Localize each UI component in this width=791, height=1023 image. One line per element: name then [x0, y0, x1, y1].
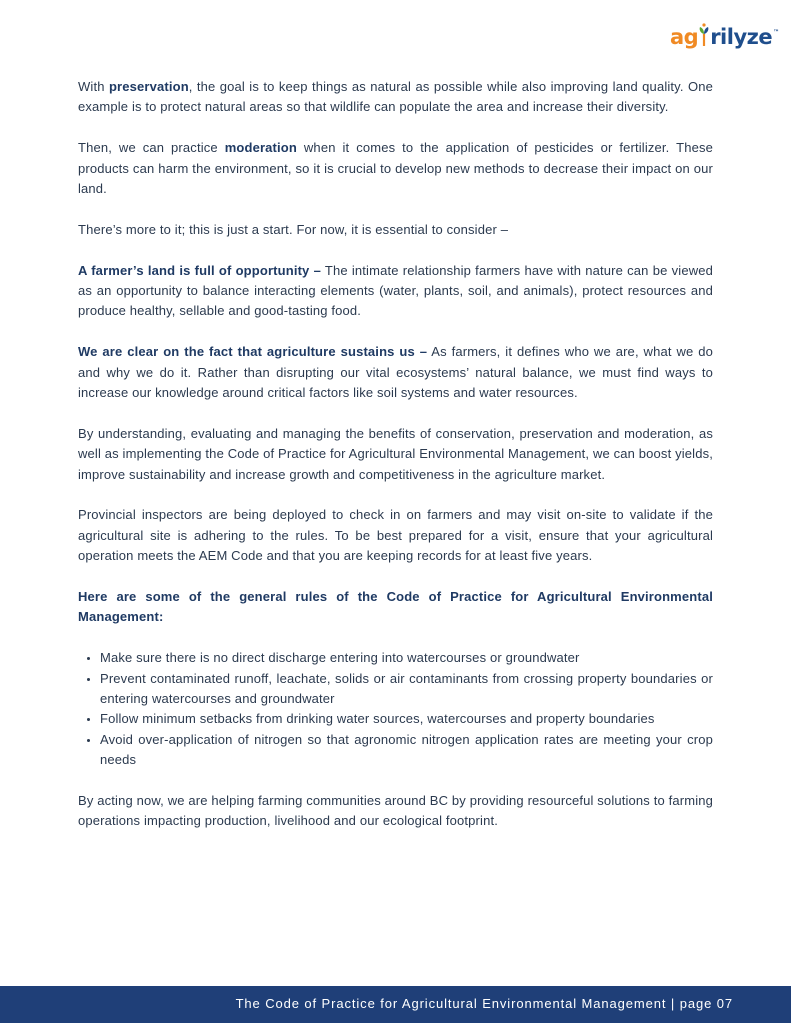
footer-bar [0, 986, 791, 1023]
list-item: • Follow minimum setbacks from drinking water sources, watercourses and property boundaries [100, 709, 713, 729]
term-preservation: preservation [108, 79, 189, 94]
paragraph-consider: There’s more to it; this is just a start. For now, it is essential to consider – [78, 221, 509, 237]
term-moderation: moderation [224, 140, 297, 156]
plant-sprout-icon [699, 22, 709, 48]
lead-opportunity: A farmer’s land is full of opportunity – [78, 262, 321, 278]
lead-sustains: We are clear on the fact that agriculture sustains us – [78, 344, 428, 360]
logo-text-rilyze: rilyze [710, 25, 773, 49]
paragraph-closing: By acting now, we are helping farming communities around BC by providing resourceful solutions to farming operations impacting production, livelihood and our ecological footprint. [78, 793, 714, 829]
list-item: • Make sure there is no direct discharge entering into watercourses or groundwater [100, 648, 713, 668]
rules-list [78, 648, 713, 770]
trademark-symbol: ™ [773, 29, 779, 36]
paragraph-inspectors: Provincial inspectors are being deployed to check in on farmers and may visit on-site to validate if the agricultural site is adhering to the rules. To be best prepared for a visit, ensure that your agricultural operation meets the AEM Code and that you are keeping records for at least five years. [78, 507, 713, 564]
logo-text-ag: ag [670, 25, 699, 49]
rules-heading: Here are some of the general rules of the Code of Practice for Agricultural Environmental Management: [78, 589, 713, 625]
paragraph-sustains: We are clear on the fact that agriculture sustains us – As farmers, it defines who we are, what we do and why we do it. Rather than disrupting our vital ecosystems’ natural balance, we must find ways to increase our knowledge around critical factors like soil systems and water resources. [78, 344, 714, 401]
list-item: • Avoid over-application of nitrogen so that agronomic nitrogen application rates are meeting your crop needs [100, 730, 713, 771]
footer-text: The Code of Practice for Agricultural Environmental Management | page 07 [235, 996, 733, 1011]
paragraph-preservation: With preservation, the goal is to keep things as natural as possible while also improving land quality. One example is to protect natural areas so that wildlife can populate the area and increase their diversity. [78, 79, 713, 115]
agrilyze-logo [670, 22, 779, 48]
paragraph-benefits: By understanding, evaluating and managing the benefits of conservation, preservation and moderation, as well as implementing the Code of Practice for Agricultural Environmental Management, we can boost yields, improve sustainability and increase growth and competitiveness in the agriculture market. [78, 425, 714, 482]
list-item: • Prevent contaminated runoff, leachate, solids or air contaminants from crossing property boundaries or entering watercourses and groundwater [100, 669, 713, 710]
page-body [78, 77, 713, 852]
paragraph-moderation: Then, we can practice moderation when it comes to the application of pesticides or fertilizer. These products can harm the environment, so it is crucial to develop new methods to decrease their impact on our land. [78, 140, 713, 197]
paragraph-opportunity: A farmer’s land is full of opportunity – The intimate relationship farmers have with nature can be viewed as an opportunity to balance interacting elements (water, plants, soil, and animals), protect resources and produce healthy, sellable and good-tasting food. [78, 262, 713, 319]
